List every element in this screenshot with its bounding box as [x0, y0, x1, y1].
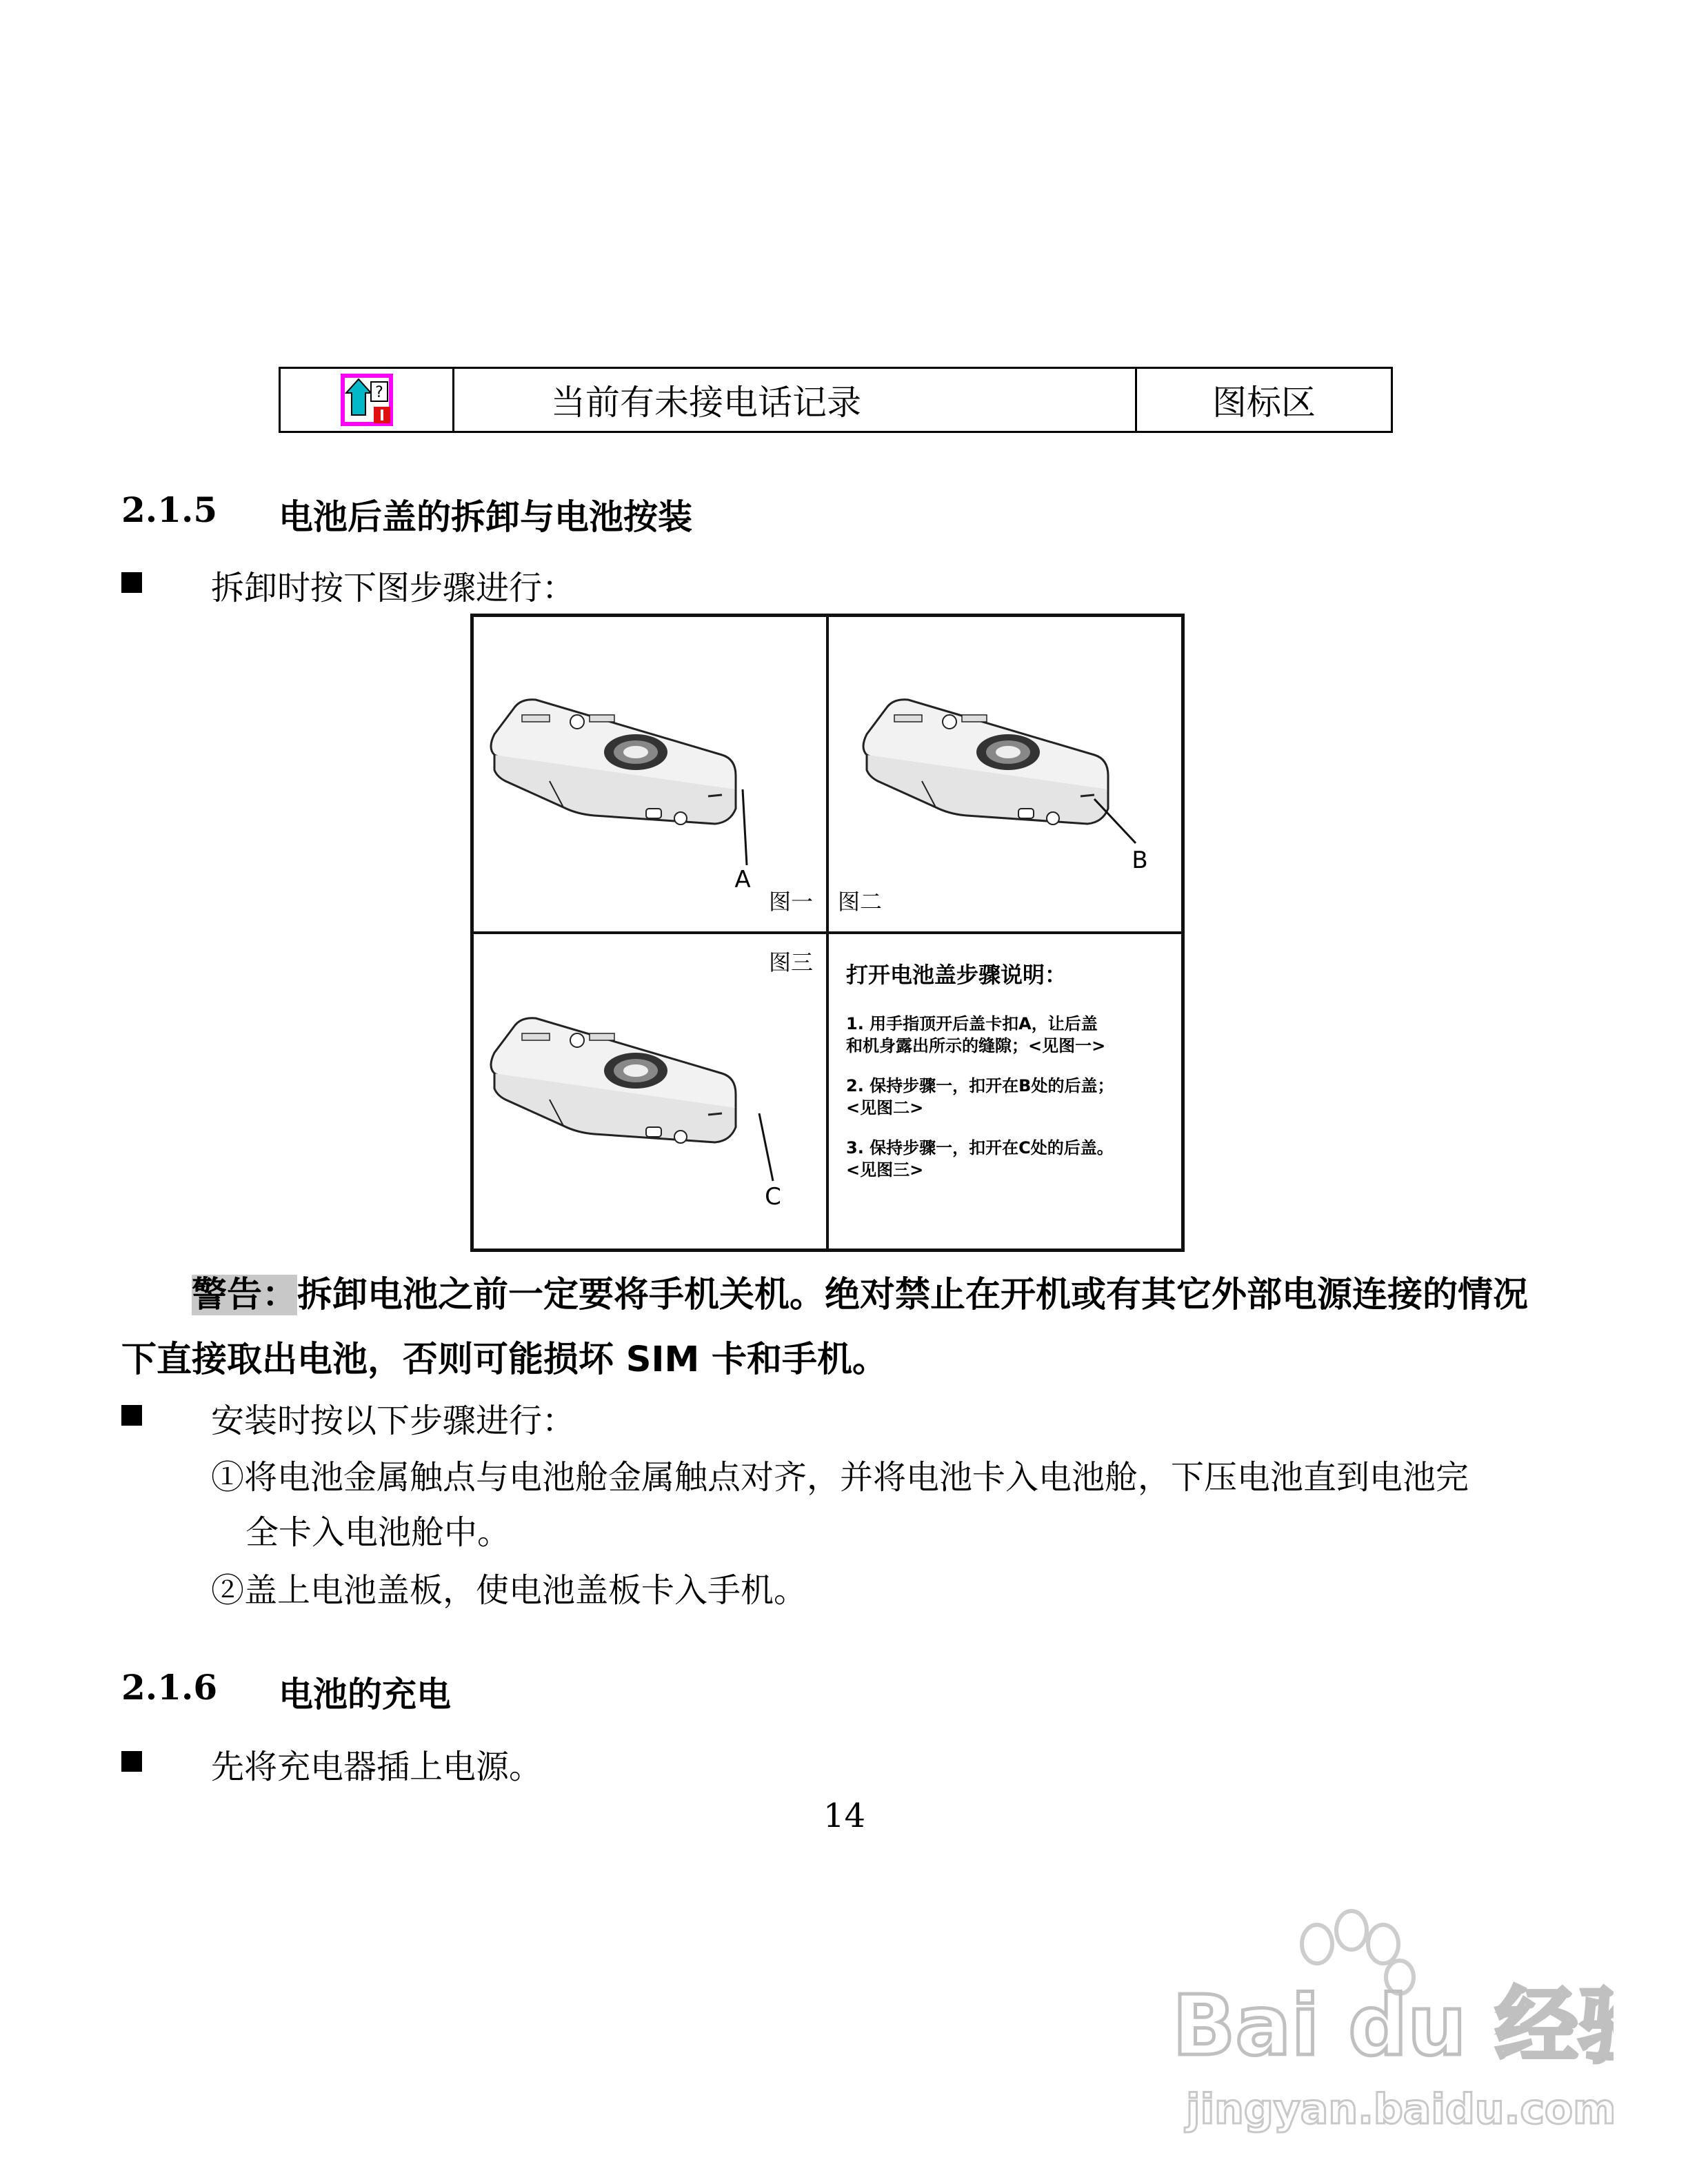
warning-text-1: 拆卸电池之前一定要将手机关机。绝对禁止在开机或有其它外部电源连接的情况: [297, 1275, 1529, 1315]
install-step1-line2: 全卡入电池舱中。: [245, 1513, 511, 1552]
step3-line1: 3. 保持步骤一，扣开在C处的后盖。: [846, 1138, 1114, 1157]
baidu-paw-logo: [1172, 1903, 1614, 2151]
label-b: B: [1132, 847, 1148, 874]
section-number: 2.1.6: [121, 1667, 218, 1708]
label-a: A: [734, 866, 751, 893]
figure-diagram: [474, 617, 1181, 1248]
bullet-square-icon: [121, 1405, 142, 1426]
section-number: 2.1.5: [121, 489, 218, 530]
section-heading-2-1-5: [121, 489, 949, 538]
section-heading-2-1-6: [121, 1667, 949, 1715]
missed-call-icon-cell: [281, 369, 454, 431]
fig2-caption: 图二: [837, 889, 883, 915]
step2-line2: <见图二>: [846, 1098, 924, 1118]
warning-line2: 下直接取出电池，否则可能损坏 SIM 卡和手机。: [121, 1339, 887, 1380]
label-c: C: [765, 1183, 781, 1211]
svg-text:?: ?: [374, 384, 383, 401]
step1-line2: 和机身露出所示的缝隙；<见图一>: [846, 1036, 1106, 1055]
section-title: 电池的充电: [279, 1674, 451, 1715]
missed-call-icon: [341, 374, 393, 426]
section-title: 电池后盖的拆卸与电池按装: [279, 496, 692, 537]
battery-cover-figure: [470, 614, 1185, 1252]
step2-line1: 2. 保持步骤一，扣开在B处的后盖；: [846, 1076, 1114, 1095]
fig1-caption: 图一: [768, 889, 814, 915]
steps-title: 打开电池盖步骤说明：: [846, 962, 1067, 988]
install-step1-line1: ①将电池金属触点与电池舱金属触点对齐，并将电池卡入电池舱，下压电池直到电池完: [211, 1458, 1469, 1497]
charge-intro: 先将充电器插上电源。: [211, 1748, 543, 1786]
install-step2: ②盖上电池盖板，使电池盖板卡入手机。: [211, 1571, 807, 1610]
icon-description: 当前有未接电话记录: [454, 369, 1137, 431]
icon-table: [279, 367, 1393, 433]
install-intro: 安装时按以下步骤进行：: [211, 1402, 576, 1440]
bullet-square-icon: [121, 572, 142, 593]
watermark-url: jingyan.baidu.com: [1186, 2085, 1614, 2134]
icon-area-label: 图标区: [1212, 383, 1316, 423]
removal-intro: 拆卸时按下图步骤进行：: [211, 569, 576, 607]
step1-line1: 1. 用手指顶开后盖卡扣A，让后盖: [846, 1014, 1098, 1033]
baidu-watermark: [1172, 1903, 1614, 2151]
fig3-caption: 图三: [768, 949, 814, 975]
warning-line1: [192, 1266, 1528, 1317]
page-number: 14: [823, 1797, 866, 1835]
step3-line2: <见图三>: [846, 1160, 924, 1180]
bullet-square-icon: [121, 1751, 142, 1772]
warning-label: 警告：: [192, 1275, 298, 1315]
watermark-brand: Bai du 经验: [1172, 1979, 1614, 2074]
